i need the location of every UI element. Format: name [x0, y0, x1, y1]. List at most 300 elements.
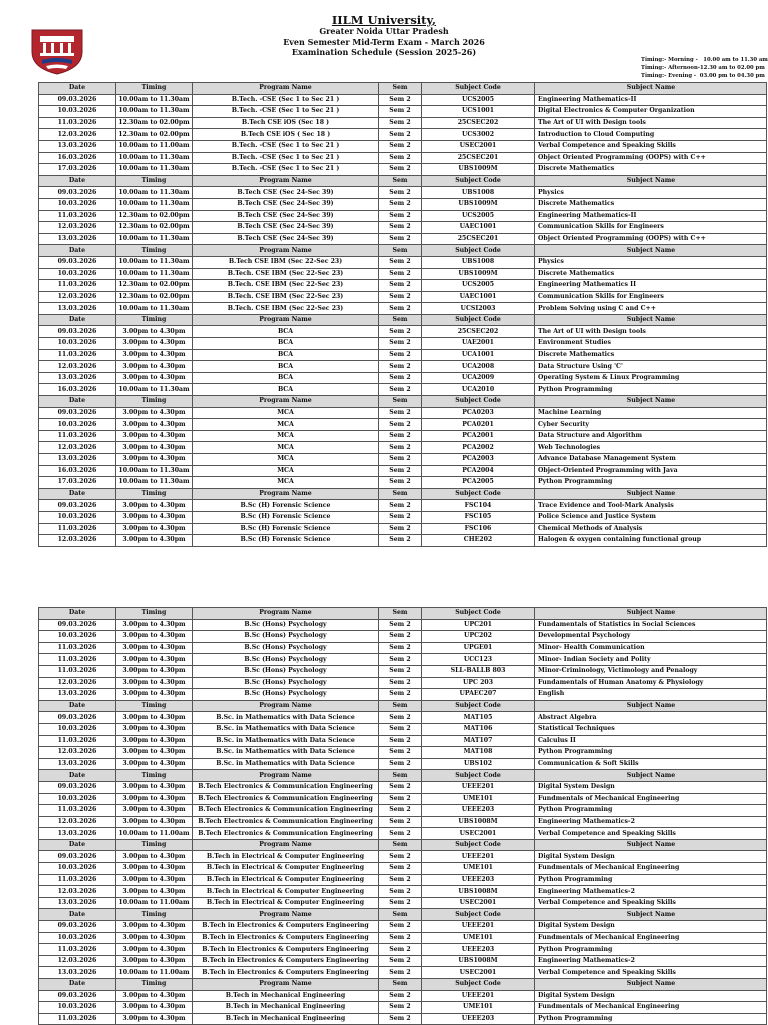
- subject-code-header: Subject Code: [422, 488, 535, 500]
- table-row: [39, 233, 767, 245]
- table-row: [39, 117, 767, 129]
- date-cell: 09.03.2026: [39, 851, 116, 863]
- sem-cell: Sem 2: [379, 384, 422, 396]
- sem-cell: Sem 2: [379, 631, 422, 643]
- program-name-cell: B.Tech in Mechanical Engineering: [193, 1013, 379, 1025]
- subject-name-header: Subject Name: [535, 488, 767, 500]
- sem-cell: Sem 2: [379, 535, 422, 547]
- timing-cell: 10.00am to 11.00am: [116, 967, 193, 979]
- subject-code-header: Subject Code: [422, 245, 535, 257]
- timing-cell: 10.00am to 11.30am: [116, 164, 193, 176]
- table-row: [39, 187, 767, 199]
- subject-name-cell: Discrete Mathematics: [535, 268, 767, 280]
- subject-code-cell: UBS1008M: [422, 955, 535, 967]
- subject-code-cell: UCS2005: [422, 94, 535, 106]
- timing-cell: 10.00am to 11.30am: [116, 477, 193, 489]
- date-cell: 13.03.2026: [39, 828, 116, 840]
- subject-name-cell: Python Programming: [535, 747, 767, 759]
- program-name-cell: B.Sc. in Mathematics with Data Science: [193, 758, 379, 770]
- timing-cell: 3.00pm to 4.30pm: [116, 511, 193, 523]
- program-name-cell: B.Sc (H) Forensic Science: [193, 523, 379, 535]
- date-header: Date: [39, 245, 116, 257]
- subject-code-header: Subject Code: [422, 979, 535, 991]
- sem-cell: Sem 2: [379, 642, 422, 654]
- timing-cell: 3.00pm to 4.30pm: [116, 851, 193, 863]
- subject-name-cell: Verbal Competence and Speaking Skills: [535, 828, 767, 840]
- table-row: [39, 944, 767, 956]
- program-name-cell: B.Sc. in Mathematics with Data Science: [193, 747, 379, 759]
- program-name-header: Program Name: [193, 245, 379, 257]
- timing-cell: 10.00am to 11.30am: [116, 94, 193, 106]
- subject-code-cell: 25CSEC201: [422, 233, 535, 245]
- subject-name-cell: Communication Skills for Engineers: [535, 222, 767, 234]
- date-cell: 10.03.2026: [39, 1002, 116, 1014]
- timing-cell: 3.00pm to 4.30pm: [116, 665, 193, 677]
- sem-cell: Sem 2: [379, 94, 422, 106]
- table-row: [39, 805, 767, 817]
- timing-cell: 3.00pm to 4.30pm: [116, 874, 193, 886]
- timing-cell: 3.00pm to 4.30pm: [116, 619, 193, 631]
- date-cell: 12.03.2026: [39, 442, 116, 454]
- date-cell: 13.03.2026: [39, 897, 116, 909]
- date-cell: 17.03.2026: [39, 477, 116, 489]
- subject-name-cell: Discrete Mathematics: [535, 164, 767, 176]
- program-name-cell: B.Sc (Hons) Psychology: [193, 665, 379, 677]
- table-row: [39, 164, 767, 176]
- timing-cell: 3.00pm to 4.30pm: [116, 944, 193, 956]
- timing-cell: 3.00pm to 4.30pm: [116, 430, 193, 442]
- sem-cell: Sem 2: [379, 256, 422, 268]
- table-row: [39, 967, 767, 979]
- date-cell: 10.03.2026: [39, 338, 116, 350]
- program-name-cell: B.Sc (Hons) Psychology: [193, 689, 379, 701]
- program-name-header: Program Name: [193, 700, 379, 712]
- subject-name-header: Subject Name: [535, 700, 767, 712]
- timing-cell: 3.00pm to 4.30pm: [116, 921, 193, 933]
- subject-code-cell: UEEE201: [422, 921, 535, 933]
- subject-name-cell: Cyber Security: [535, 419, 767, 431]
- sem-cell: Sem 2: [379, 419, 422, 431]
- table-row: [39, 921, 767, 933]
- table-row: [39, 619, 767, 631]
- sem-header: Sem: [379, 979, 422, 991]
- subject-name-cell: Python Programming: [535, 1013, 767, 1025]
- program-name-cell: B.Sc (Hons) Psychology: [193, 619, 379, 631]
- sem-cell: Sem 2: [379, 955, 422, 967]
- table-row: [39, 523, 767, 535]
- subject-name-cell: Fundmentals of Mechanical Engineering: [535, 1002, 767, 1014]
- timing-header: Timing: [116, 488, 193, 500]
- program-name-header: Program Name: [193, 979, 379, 991]
- sem-cell: Sem 2: [379, 326, 422, 338]
- date-cell: 11.03.2026: [39, 523, 116, 535]
- date-header: Date: [39, 979, 116, 991]
- subject-name-cell: Fundmentals of Mechanical Engineering: [535, 932, 767, 944]
- timing-cell: 3.00pm to 4.30pm: [116, 886, 193, 898]
- sem-header: Sem: [379, 83, 422, 95]
- subject-code-cell: UBS1008: [422, 187, 535, 199]
- date-cell: 10.03.2026: [39, 198, 116, 210]
- subject-code-cell: UPC 203: [422, 677, 535, 689]
- timing-header: Timing: [116, 83, 193, 95]
- date-header: Date: [39, 839, 116, 851]
- table-row: [39, 384, 767, 396]
- date-cell: 12.03.2026: [39, 747, 116, 759]
- table-row: [39, 454, 767, 466]
- program-name-header: Program Name: [193, 909, 379, 921]
- exam-title: Even Semester Mid-Term Exam - March 2026: [283, 37, 485, 47]
- subject-name-cell: Python Programming: [535, 944, 767, 956]
- subject-code-cell: UCS2005: [422, 280, 535, 292]
- subject-code-cell: 25CSEC202: [422, 117, 535, 129]
- timing-cell: 3.00pm to 4.30pm: [116, 642, 193, 654]
- program-name-header: Program Name: [193, 175, 379, 187]
- subject-code-cell: UME101: [422, 1002, 535, 1014]
- timing-cell: 12.30am to 02.00pm: [116, 210, 193, 222]
- subject-name-header: Subject Name: [535, 175, 767, 187]
- program-name-cell: BCA: [193, 326, 379, 338]
- timing-cell: 10.00am to 11.30am: [116, 465, 193, 477]
- date-cell: 09.03.2026: [39, 781, 116, 793]
- date-cell: 09.03.2026: [39, 187, 116, 199]
- subject-name-cell: Problem Solving using C and C++: [535, 303, 767, 315]
- date-cell: 11.03.2026: [39, 735, 116, 747]
- program-name-cell: B.Tech in Electronics & Computers Engineering: [193, 921, 379, 933]
- program-name-cell: B.Tech in Electronics & Computers Engineering: [193, 955, 379, 967]
- subject-code-cell: UAEC1001: [422, 291, 535, 303]
- table-row: [39, 291, 767, 303]
- program-name-cell: BCA: [193, 361, 379, 373]
- subject-name-cell: Web Technologies: [535, 442, 767, 454]
- subject-name-cell: The Art of UI with Design tools: [535, 326, 767, 338]
- subject-name-cell: Engineering Mathematics-II: [535, 210, 767, 222]
- table-row: [39, 210, 767, 222]
- table-row: [39, 747, 767, 759]
- subject-name-cell: Minor-Criminology, Victimology and Penalogy: [535, 665, 767, 677]
- sem-cell: Sem 2: [379, 967, 422, 979]
- table-row: [39, 689, 767, 701]
- date-cell: 11.03.2026: [39, 210, 116, 222]
- date-cell: 13.03.2026: [39, 758, 116, 770]
- table-row: [39, 361, 767, 373]
- column-header-row: [39, 83, 767, 95]
- timing-cell: 3.00pm to 4.30pm: [116, 955, 193, 967]
- sem-cell: Sem 2: [379, 886, 422, 898]
- program-name-cell: B.Tech Electronics & Communication Engineering: [193, 816, 379, 828]
- program-name-cell: B.Tech. -CSE (Sec 1 to Sec 21 ): [193, 106, 379, 118]
- timing-cell: 10.00am to 11.30am: [116, 384, 193, 396]
- program-name-cell: B.Sc (H) Forensic Science: [193, 511, 379, 523]
- subject-name-cell: Operating System & Linux Programming: [535, 372, 767, 384]
- subject-code-cell: UBS1008M: [422, 816, 535, 828]
- timing-cell: 12.30am to 02.00pm: [116, 222, 193, 234]
- timing-cell: 3.00pm to 4.30pm: [116, 523, 193, 535]
- date-cell: 13.03.2026: [39, 967, 116, 979]
- table-row: [39, 781, 767, 793]
- sem-cell: Sem 2: [379, 454, 422, 466]
- subject-code-cell: FSC104: [422, 500, 535, 512]
- subject-code-cell: UAEC1001: [422, 222, 535, 234]
- subject-code-header: Subject Code: [422, 83, 535, 95]
- date-cell: 12.03.2026: [39, 955, 116, 967]
- program-name-cell: B.Tech CSE (Sec 24-Sec 39): [193, 198, 379, 210]
- date-cell: 12.03.2026: [39, 361, 116, 373]
- timing-cell: 3.00pm to 4.30pm: [116, 723, 193, 735]
- date-header: Date: [39, 770, 116, 782]
- table-row: [39, 140, 767, 152]
- sem-cell: Sem 2: [379, 442, 422, 454]
- subject-name-cell: Engineering Mathematics-2: [535, 816, 767, 828]
- program-name-cell: B.Tech in Mechanical Engineering: [193, 990, 379, 1002]
- sem-cell: Sem 2: [379, 187, 422, 199]
- table-row: [39, 511, 767, 523]
- sem-header: Sem: [379, 488, 422, 500]
- subject-code-cell: UCSI2003: [422, 303, 535, 315]
- table-row: [39, 932, 767, 944]
- sem-cell: Sem 2: [379, 268, 422, 280]
- timing-cell: 3.00pm to 4.30pm: [116, 419, 193, 431]
- sem-cell: Sem 2: [379, 523, 422, 535]
- timing-cell: 3.00pm to 4.30pm: [116, 361, 193, 373]
- table-row: [39, 129, 767, 141]
- subject-name-header: Subject Name: [535, 314, 767, 326]
- table-row: [39, 642, 767, 654]
- subject-name-cell: Minor- Health Communication: [535, 642, 767, 654]
- subject-code-cell: UBS1009M: [422, 198, 535, 210]
- timing-cell: 3.00pm to 4.30pm: [116, 781, 193, 793]
- timing-cell: 12.30am to 02.00pm: [116, 280, 193, 292]
- subject-name-header: Subject Name: [535, 396, 767, 408]
- subject-name-cell: Object Oriented Programming (OOPS) with C++: [535, 233, 767, 245]
- subject-code-cell: USEC2001: [422, 828, 535, 840]
- sem-cell: Sem 2: [379, 677, 422, 689]
- subject-code-cell: USEC2001: [422, 140, 535, 152]
- subject-code-cell: UPAEC207: [422, 689, 535, 701]
- date-cell: 12.03.2026: [39, 677, 116, 689]
- timing-cell: 10.00am to 11.30am: [116, 268, 193, 280]
- sem-cell: Sem 2: [379, 198, 422, 210]
- subject-name-cell: Verbal Competence and Speaking Skills: [535, 897, 767, 909]
- date-cell: 11.03.2026: [39, 117, 116, 129]
- sem-cell: Sem 2: [379, 781, 422, 793]
- subject-name-cell: Engineering Mathematics-II: [535, 94, 767, 106]
- subject-code-cell: UEEE201: [422, 781, 535, 793]
- date-cell: 12.03.2026: [39, 886, 116, 898]
- subject-name-cell: Digital System Design: [535, 921, 767, 933]
- date-cell: 11.03.2026: [39, 654, 116, 666]
- table-row: [39, 407, 767, 419]
- table-row: [39, 723, 767, 735]
- timing-header: Timing: [116, 700, 193, 712]
- subject-name-cell: Data Structure Using 'C': [535, 361, 767, 373]
- program-name-cell: B.Tech Electronics & Communication Engineering: [193, 805, 379, 817]
- date-cell: 10.03.2026: [39, 419, 116, 431]
- subject-name-cell: Introduction to Cloud Computing: [535, 129, 767, 141]
- timing-header: Timing: [116, 314, 193, 326]
- program-name-cell: MCA: [193, 442, 379, 454]
- column-header-row: [39, 770, 767, 782]
- table-row: [39, 712, 767, 724]
- program-name-cell: B.Sc (H) Forensic Science: [193, 500, 379, 512]
- subject-code-header: Subject Code: [422, 700, 535, 712]
- program-name-cell: BCA: [193, 338, 379, 350]
- table-row: [39, 863, 767, 875]
- date-header: Date: [39, 396, 116, 408]
- program-name-cell: BCA: [193, 384, 379, 396]
- sem-cell: Sem 2: [379, 129, 422, 141]
- subject-code-cell: UME101: [422, 793, 535, 805]
- subject-name-cell: Fundamentals of Statistics in Social Sciences: [535, 619, 767, 631]
- date-cell: 16.03.2026: [39, 384, 116, 396]
- program-name-cell: B.Sc (Hons) Psychology: [193, 654, 379, 666]
- sem-cell: Sem 2: [379, 349, 422, 361]
- sem-cell: Sem 2: [379, 164, 422, 176]
- date-cell: 12.03.2026: [39, 291, 116, 303]
- column-header-row: [39, 245, 767, 257]
- subject-code-header: Subject Code: [422, 608, 535, 620]
- timing-cell: 3.00pm to 4.30pm: [116, 654, 193, 666]
- schedule-table-body: [39, 608, 767, 1025]
- program-name-cell: B.Tech CSE iOS ( Sec 18 ): [193, 129, 379, 141]
- table-row: [39, 372, 767, 384]
- table-row: [39, 303, 767, 315]
- sem-cell: Sem 2: [379, 477, 422, 489]
- schedule-title: Examination Schedule (Session 2025-26): [291, 47, 477, 57]
- program-name-cell: B.Tech in Electronics & Computers Engineering: [193, 932, 379, 944]
- program-name-cell: B.Tech in Electrical & Computer Engineering: [193, 886, 379, 898]
- sem-header: Sem: [379, 909, 422, 921]
- table-row: [39, 897, 767, 909]
- program-name-cell: BCA: [193, 349, 379, 361]
- timing-cell: 3.00pm to 4.30pm: [116, 735, 193, 747]
- sem-header: Sem: [379, 770, 422, 782]
- sem-cell: Sem 2: [379, 747, 422, 759]
- column-header-row: [39, 175, 767, 187]
- date-cell: 13.03.2026: [39, 372, 116, 384]
- program-name-cell: B.Tech in Electrical & Computer Engineering: [193, 851, 379, 863]
- sem-cell: Sem 2: [379, 654, 422, 666]
- subject-code-cell: MAT105: [422, 712, 535, 724]
- subject-code-cell: UEEE201: [422, 990, 535, 1002]
- program-name-cell: B.Tech. CSE IBM (Sec 22-Sec 23): [193, 303, 379, 315]
- sem-cell: Sem 2: [379, 921, 422, 933]
- sem-cell: Sem 2: [379, 723, 422, 735]
- subject-name-cell: Python Programming: [535, 874, 767, 886]
- table-row: [39, 851, 767, 863]
- program-name-header: Program Name: [193, 770, 379, 782]
- program-name-header: Program Name: [193, 608, 379, 620]
- timing-cell: 10.00am to 11.30am: [116, 198, 193, 210]
- sem-header: Sem: [379, 396, 422, 408]
- subject-code-cell: USEC2001: [422, 897, 535, 909]
- subject-name-cell: Verbal Competence and Speaking Skills: [535, 140, 767, 152]
- timing-cell: 3.00pm to 4.30pm: [116, 793, 193, 805]
- timing-cell: 10.00am to 11.30am: [116, 152, 193, 164]
- table-row: [39, 735, 767, 747]
- table-row: [39, 465, 767, 477]
- timing-cell: 10.00am to 11.00am: [116, 140, 193, 152]
- date-cell: 11.03.2026: [39, 349, 116, 361]
- table-row: [39, 758, 767, 770]
- subject-name-cell: Statistical Techniques: [535, 723, 767, 735]
- timing-cell: 10.00am to 11.30am: [116, 187, 193, 199]
- subject-code-cell: PCA2002: [422, 442, 535, 454]
- date-cell: 10.03.2026: [39, 106, 116, 118]
- date-cell: 11.03.2026: [39, 1013, 116, 1025]
- date-cell: 11.03.2026: [39, 642, 116, 654]
- timing-cell: 12.30am to 02.00pm: [116, 291, 193, 303]
- date-cell: 11.03.2026: [39, 874, 116, 886]
- subject-code-cell: UEEE203: [422, 944, 535, 956]
- subject-code-cell: UBS1008M: [422, 886, 535, 898]
- program-name-header: Program Name: [193, 839, 379, 851]
- date-cell: 09.03.2026: [39, 619, 116, 631]
- subject-name-cell: Python Programming: [535, 477, 767, 489]
- subject-code-cell: UCA2009: [422, 372, 535, 384]
- subject-name-header: Subject Name: [535, 770, 767, 782]
- sem-cell: Sem 2: [379, 117, 422, 129]
- table-row: [39, 106, 767, 118]
- column-header-row: [39, 488, 767, 500]
- subject-code-cell: SLL-BALLB 803: [422, 665, 535, 677]
- timing-cell: 10.00am to 11.30am: [116, 256, 193, 268]
- subject-code-cell: PCA0203: [422, 407, 535, 419]
- subject-name-cell: Engineering Mathematics-2: [535, 955, 767, 967]
- timing-cell: 12.30am to 02.00pm: [116, 117, 193, 129]
- table-row: [39, 268, 767, 280]
- column-header-row: [39, 314, 767, 326]
- program-name-cell: B.Sc (Hons) Psychology: [193, 631, 379, 643]
- subject-name-cell: Developmental Psychology: [535, 631, 767, 643]
- subject-code-cell: UCS1001: [422, 106, 535, 118]
- program-name-cell: B.Sc. in Mathematics with Data Science: [193, 735, 379, 747]
- sem-cell: Sem 2: [379, 222, 422, 234]
- table-row: [39, 874, 767, 886]
- date-cell: 11.03.2026: [39, 805, 116, 817]
- subject-code-cell: CHE202: [422, 535, 535, 547]
- subject-name-cell: English: [535, 689, 767, 701]
- table-row: [39, 326, 767, 338]
- subject-code-cell: UEEE203: [422, 1013, 535, 1025]
- document-page-2: [0, 600, 768, 1024]
- date-cell: 10.03.2026: [39, 268, 116, 280]
- exam-schedule-table-page-2: [38, 607, 767, 1025]
- date-cell: 16.03.2026: [39, 152, 116, 164]
- subject-code-cell: USEC2001: [422, 967, 535, 979]
- date-cell: 13.03.2026: [39, 140, 116, 152]
- subject-code-cell: PCA0201: [422, 419, 535, 431]
- column-header-row: [39, 396, 767, 408]
- sem-cell: Sem 2: [379, 1013, 422, 1025]
- date-cell: 17.03.2026: [39, 164, 116, 176]
- subject-code-cell: UCC123: [422, 654, 535, 666]
- table-row: [39, 152, 767, 164]
- timing-cell: 3.00pm to 4.30pm: [116, 326, 193, 338]
- program-name-cell: B.Tech CSE (Sec 24-Sec 39): [193, 222, 379, 234]
- subject-name-cell: Physics: [535, 187, 767, 199]
- program-name-cell: MCA: [193, 454, 379, 466]
- table-row: [39, 955, 767, 967]
- program-name-cell: B.Tech. CSE IBM (Sec 22-Sec 23): [193, 280, 379, 292]
- timing-cell: 3.00pm to 4.30pm: [116, 1002, 193, 1014]
- sem-cell: Sem 2: [379, 361, 422, 373]
- subject-name-cell: Minor- Indian Society and Polity: [535, 654, 767, 666]
- program-name-cell: B.Tech Electronics & Communication Engineering: [193, 793, 379, 805]
- subject-name-header: Subject Name: [535, 608, 767, 620]
- sem-cell: Sem 2: [379, 758, 422, 770]
- program-name-cell: B.Sc (H) Forensic Science: [193, 535, 379, 547]
- program-name-header: Program Name: [193, 83, 379, 95]
